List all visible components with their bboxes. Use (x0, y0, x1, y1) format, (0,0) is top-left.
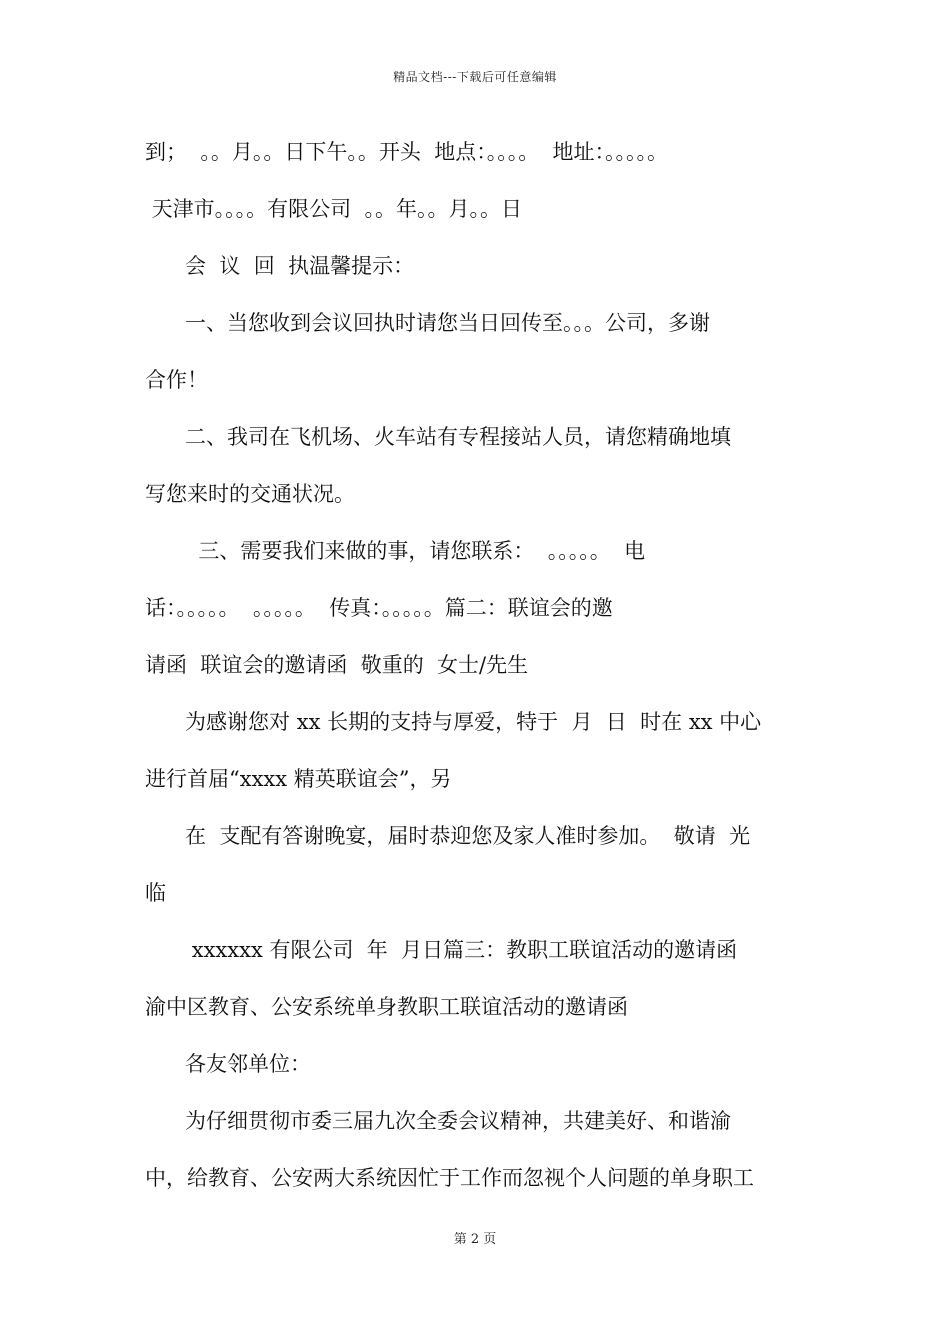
text-line: 一、当您收到会议回执时请您当日回传至。。。公司，多谢 (145, 311, 711, 335)
text-line: 天津市。。。。有限公司 。。年。。月。。日 (145, 197, 523, 221)
page-number: 2 (470, 1232, 480, 1247)
text-line: 渝中区教育、公安系统单身教职工联谊活动的邀请函 (145, 995, 628, 1019)
text-line: 三、需要我们来做的事，请您联系： 。。。。。 电 (145, 539, 646, 563)
text-line: xxxxxx 有限公司 年 月日篇三：教职工联谊活动的邀请函 (145, 938, 738, 962)
text-line: 中，给教育、公安两大系统因忙于工作而忽视个人问题的单身职工 (145, 1166, 754, 1190)
text-line: 话：。。。。。 。。。。。 传真：。。。。。篇二：联谊会的邀 (145, 596, 613, 620)
text-line: 写您来时的交通状况。 (145, 482, 355, 506)
text-line: 合作！ (145, 368, 208, 392)
text-line: 为仔细贯彻市委三届九次全委会议精神，共建美好、和谐渝 (145, 1109, 732, 1133)
text-line: 请函 联谊会的邀请函 敬重的 女士/先生 (145, 653, 529, 677)
text-line: 各友邻单位： (145, 1052, 312, 1076)
document-body (145, 124, 807, 1207)
text-line: 为感谢您对 xx 长期的支持与厚爱，特于 月 日 时在 xx 中心 (145, 710, 762, 734)
page-label-suffix: 页 (483, 1232, 497, 1247)
text-line: 到； 。。月。。日下午。。开头 地点：。。。。 地址：。。。。。 (145, 140, 669, 164)
text-line: 临 (145, 881, 166, 905)
page-footer (0, 1228, 950, 1247)
text-line: 二、我司在飞机场、火车站有专程接站人员，请您精确地填 (145, 425, 732, 449)
text-line: 进行首届“xxxx 精英联谊会”，另 (145, 767, 452, 791)
page-label-prefix: 第 (453, 1232, 467, 1247)
page-header: 精品文档---下载后可任意编辑 (393, 70, 557, 84)
text-line: 会 议 回 执温馨提示： (145, 254, 415, 278)
text-line: 在 支配有答谢晚宴，届时恭迎您及家人准时参加。 敬请 光 (145, 824, 751, 848)
